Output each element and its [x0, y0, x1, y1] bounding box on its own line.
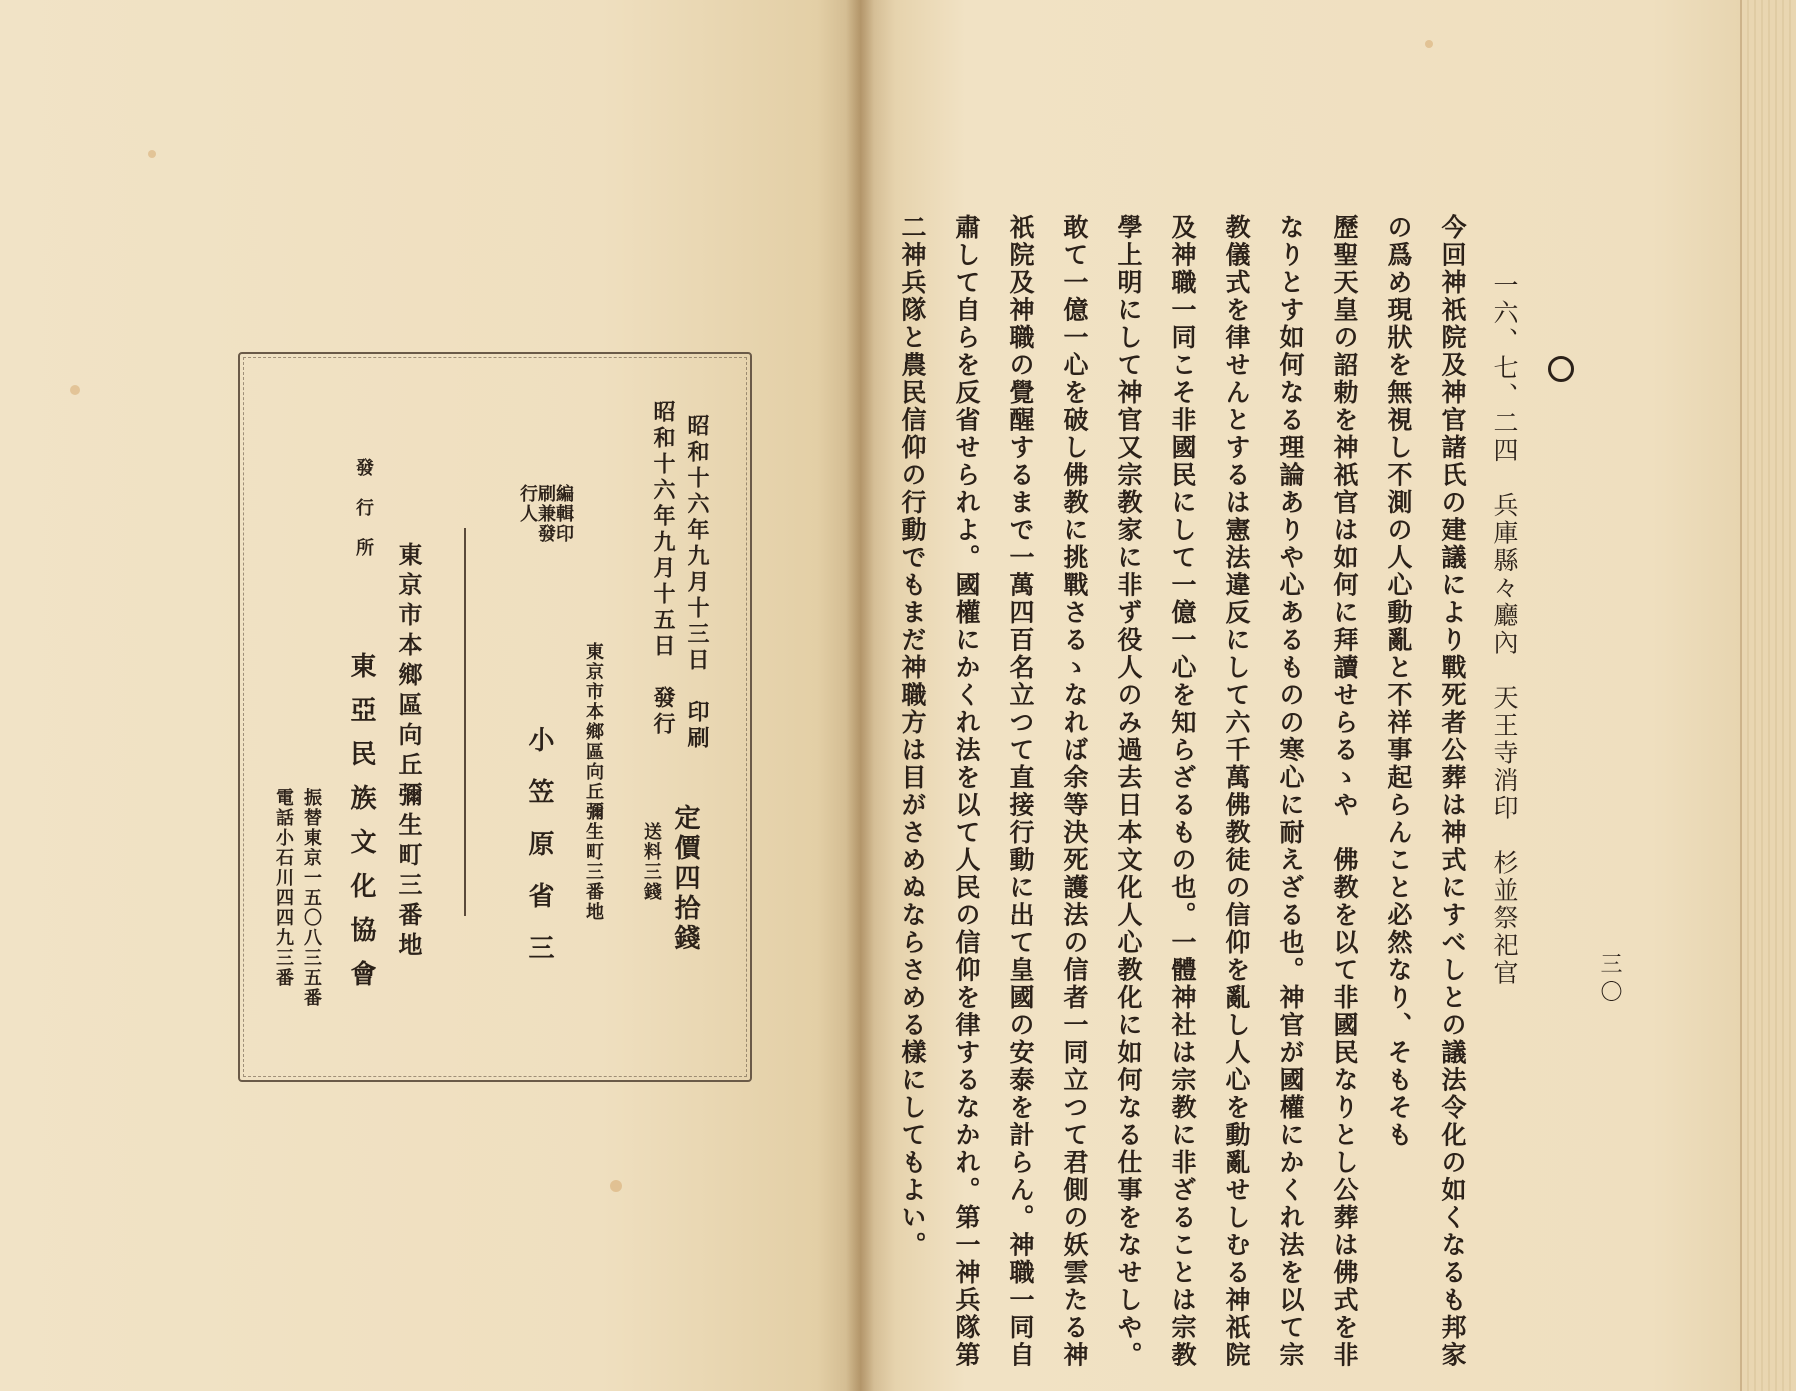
postage: 送料三錢 [641, 822, 662, 902]
print-date: 昭和十六年九月十三日 印刷 [684, 414, 710, 752]
editor-role: 編輯印刷兼發行人 [517, 484, 574, 544]
circle-mark [1548, 356, 1574, 382]
page-number: 三〇 [1597, 952, 1622, 1008]
paper-stain [1425, 40, 1433, 48]
body-column: 肅して自らを反省せられよ。國權にかくれ法を以て人民の信仰を律するなかれ。第一神兵隊第 [952, 214, 981, 1369]
publisher-name: 東亞民族文化協會 [346, 652, 376, 1004]
body-column: 今回神祇院及神官諸氏の建議により戰死者公葬は神式にすべしとの議法令化の如くなるも邦家 [1438, 214, 1467, 1369]
publisher-address: 東京市本鄉區向丘彌生町三番地 [394, 542, 423, 962]
book-gutter [846, 0, 874, 1391]
paper-stain [148, 150, 156, 158]
body-column: 學上明にして神官又宗教家に非ず役人のみ過去日本文化人心教化に如何なる仕事をなせしや。 [1114, 214, 1143, 1369]
body-column: の爲め現狀を無視し不測の人心動亂と不祥事起らんこと必然なり、そもそも [1384, 214, 1413, 1149]
colophon-bracket [464, 528, 476, 916]
publish-date: 昭和十六年九月十五日 發行 [650, 400, 676, 738]
editor-name: 小笠原省三 [524, 726, 554, 986]
body-column: 敢て一億一心を破し佛教に挑戰さるゝなれば余等決死護法の信者一同立つて君側の妖雲たる神 [1060, 214, 1089, 1369]
paper-stain [610, 1180, 622, 1192]
body-column: 二神兵隊と農民信仰の行動でもまだ神職方は目がさめぬならさめる樣にしてもよい。 [898, 214, 927, 1259]
phone-number: 電話小石川四四九三番 [273, 788, 294, 988]
body-column: 及神職一同こそ非國民にして一億一心を知らざるもの也。一體神社は宗教に非ざることは宗教 [1168, 214, 1197, 1369]
entry-heading: 一六、七、二四 兵庫縣々廳內 天王寺消印 杉並祭祀官 [1490, 272, 1519, 987]
publisher-label: 發行所 [353, 458, 374, 578]
editor-address: 東京市本鄉區向丘彌生町三番地 [583, 642, 604, 922]
body-column: なりとす如何なる理論ありや心あるものの寒心に耐えざる也。神官が國權にかくれ法を以て宗 [1276, 214, 1305, 1369]
price: 定價四拾錢 [670, 804, 700, 954]
body-column: 祇院及神職の覺醒するまで一萬四百名立つて直接行動に出て皇國の安泰を計らん。神職一同自 [1006, 214, 1035, 1369]
transfer-account: 振替東京一五〇八三五番 [301, 788, 322, 1008]
body-column: 歷聖天皇の詔勅を神祇官は如何に拜讀せらるゝや 佛教を以て非國民なりとし公葬は佛式を非 [1330, 214, 1359, 1369]
page-edges [1740, 0, 1796, 1391]
body-column: 教儀式を律せんとするは憲法違反にして六千萬佛教徒の信仰を亂し人心を動亂せしむる神祇院 [1222, 214, 1251, 1369]
paper-stain [70, 385, 80, 395]
